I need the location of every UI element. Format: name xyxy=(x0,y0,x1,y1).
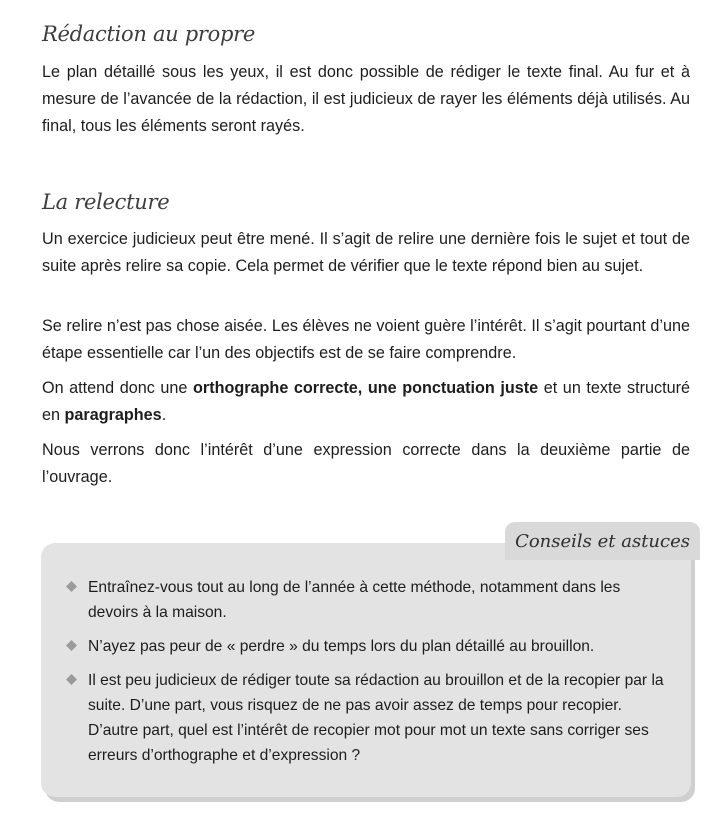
paragraph-relecture-4: Nous verrons donc l’intérêt d’une expression correcte dans la deuxième partie de l’ouvrage. xyxy=(42,441,690,486)
tips-tab xyxy=(505,522,700,560)
text-run: . xyxy=(161,406,167,424)
list-item xyxy=(64,575,664,625)
list-item xyxy=(64,668,664,768)
paragraph-redaction: Le plan détaillé sous les yeux, il est donc possible de rédiger le texte final. Au fur et à mesure de l’avancée de la rédaction, il est judicieux de rayer les éléments déjà utilisés. Au final, tous les éléments seront rayés. xyxy=(42,63,690,135)
heading-redaction-au-propre: Rédaction au propre xyxy=(42,22,256,46)
paragraph-relecture-3 xyxy=(42,375,690,429)
tip-text: N’ayez pas peur de « perdre » du temps lors du plan détaillé au brouillon. xyxy=(88,638,595,655)
diamond-bullet-icon xyxy=(66,640,77,651)
text-run: et un texte structuré en xyxy=(42,379,691,424)
tip-text: Il est peu judicieux de rédiger toute sa rédaction au brouillon et de la recopier par la suite. D’une part, vous risquez de ne pas avoir assez de temps pour recopier. D’autre part, quel est l’intérêt de recopier mot pour mot un texte sans corriger ses erreurs d’orthographe et d’expression ? xyxy=(88,672,664,764)
tips-title: Conseils et astuces xyxy=(515,530,690,552)
paragraph-relecture-2: Se relire n’est pas chose aisée. Les élèves ne voient guère l’intérêt. Il s’agit pourtant d’une étape essentielle car l’un des objectifs est de se faire comprendre. xyxy=(42,317,690,362)
list-item xyxy=(64,634,664,659)
text-run: On attend donc une xyxy=(42,379,193,397)
heading-la-relecture: La relecture xyxy=(42,190,170,214)
bold-orthographe-ponctuation: orthographe correcte, une ponctuation juste xyxy=(193,379,539,397)
paragraph-relecture-1: Un exercice judicieux peut être mené. Il s’agit de relire une dernière fois le sujet et tout de suite après relire sa copie. Cela permet de vérifier que le texte répond bien au sujet. xyxy=(42,230,690,275)
diamond-bullet-icon xyxy=(66,674,77,685)
diamond-bullet-icon xyxy=(66,581,77,592)
tip-text: Entraînez-vous tout au long de l’année à cette méthode, notamment dans les devoirs à la maison. xyxy=(88,579,621,621)
bold-paragraphes: paragraphes xyxy=(64,406,162,424)
tips-list xyxy=(64,575,664,777)
